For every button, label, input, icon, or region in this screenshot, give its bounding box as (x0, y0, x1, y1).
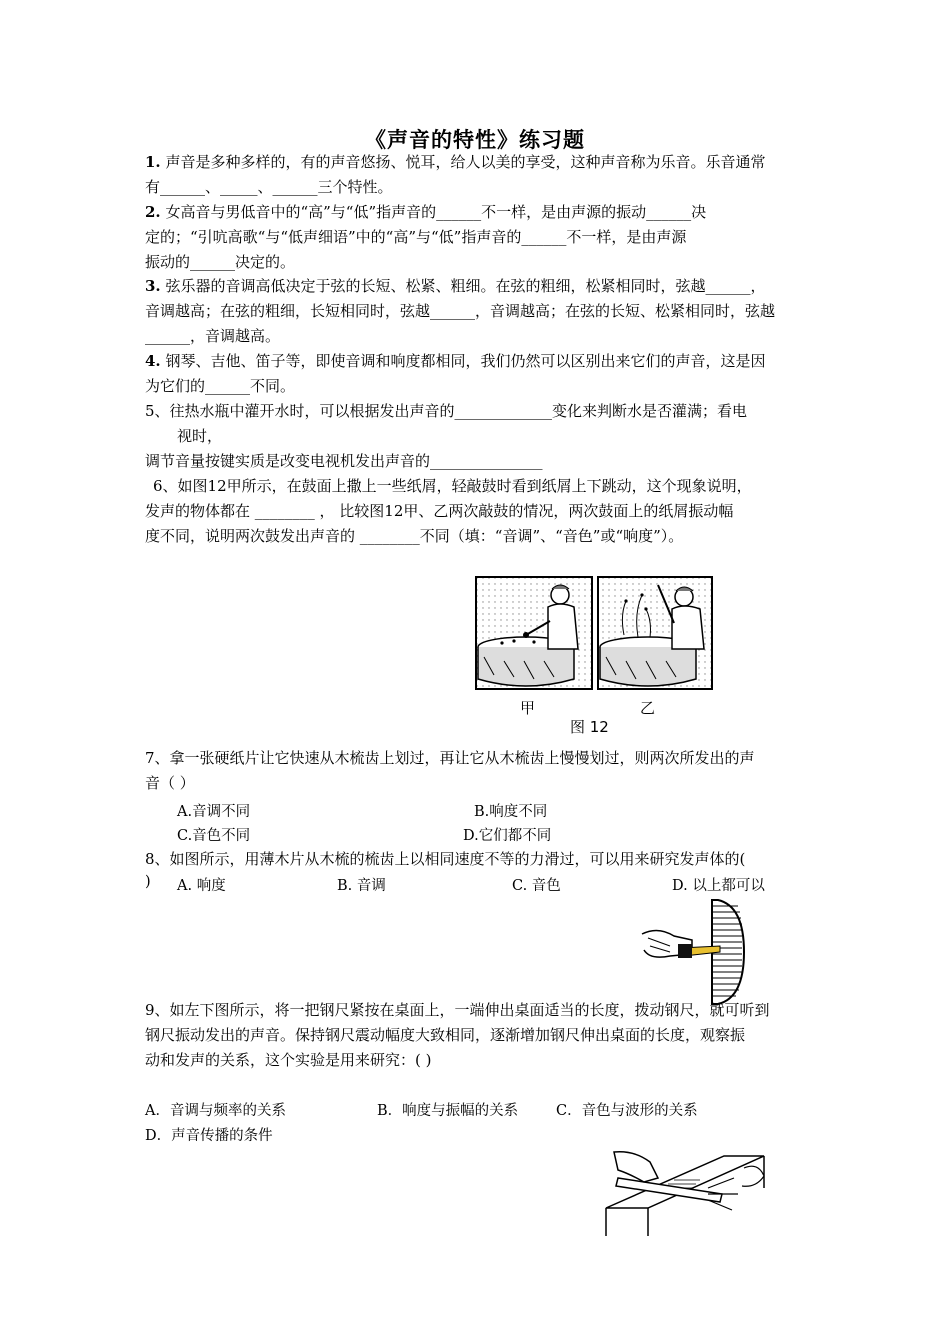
question-text: 6、如图12甲所示，在鼓面上撒上一些纸屑，轻敲鼓时看到纸屑上下跳动，这个现象说明， (153, 477, 752, 495)
figure-label-yi: 乙 (640, 699, 656, 717)
question-text: 5、往热水瓶中灌开水时，可以根据发出声音的_____________变化来判断水是否灌满；看电 (145, 402, 748, 420)
figure-12-drum-image (474, 575, 714, 693)
question-text: 7、拿一张硬纸片让它快速从木梳齿上划过，再让它从木梳齿上慢慢划过，则两次所发出的声 (145, 749, 755, 767)
question-text: 钢尺振动发出的声音。保持钢尺震动幅度大致相同，逐渐增加钢尺伸出桌面的长度，观察振 (145, 1026, 746, 1044)
question-text: 调节音量按键实质是改变电视机发出声音的_______________ (145, 452, 543, 470)
question-9 (145, 998, 810, 1073)
question-8-paren: ) (145, 874, 151, 890)
question-text: 动和发声的关系，这个实验是用来研究：( ) (145, 1051, 432, 1069)
question-5 (145, 399, 810, 474)
question-text: 度不同，说明两次鼓发出声音的 ________不同（填：“音调”、“音色”或“响度”）。 (145, 527, 684, 545)
option-d: D．声音传播的条件 (145, 1128, 273, 1144)
question-text: 声音是多种多样的，有的声音悠扬、悦耳，给人以美的享受，这种声音称为乐音。乐音通常 (160, 153, 766, 171)
option-c: C．音色与波形的关系 (556, 1103, 698, 1119)
steel-ruler-figure-image (604, 1148, 774, 1238)
question-number: 4. (145, 352, 161, 370)
question-6 (145, 474, 810, 549)
question-text: 女高音与男低音中的“高”与“低”指声音的______不一样，是由声源的振动______决 (160, 203, 707, 221)
question-text: 振动的______决定的。 (145, 253, 296, 271)
option-d: D.它们都不同 (463, 828, 552, 844)
question-3 (145, 274, 810, 349)
question-text: 8、如图所示，用薄木片从木梳的梳齿上以相同速度不等的力滑过，可以用来研究发声体的( (145, 850, 746, 868)
question-number: 1. (145, 153, 161, 171)
question-text: 音（ ） (145, 774, 195, 792)
question-1 (145, 150, 810, 200)
comb-figure-image (640, 896, 752, 1008)
question-2 (145, 200, 810, 275)
option-d: D. 以上都可以 (672, 878, 765, 894)
option-c: C. 音色 (512, 878, 561, 894)
question-text: 9、如左下图所示，将一把钢尺紧按在桌面上，一端伸出桌面适当的长度，拨动钢尺，就可听到 (145, 1001, 770, 1019)
question-text: ______，音调越高。 (145, 327, 281, 345)
option-b: B. 音调 (337, 878, 386, 894)
option-b: B.响度不同 (474, 804, 548, 820)
question-7 (145, 746, 810, 796)
page-title: 《声音的特性》练习题 (365, 127, 585, 152)
question-text: 音调越高；在弦的粗细，长短相同时，弦越______，音调越高；在弦的长短、松紧相同时，弦越 (145, 302, 776, 320)
question-number: 2. (145, 203, 161, 221)
option-c: C.音色不同 (177, 828, 251, 844)
question-number: 3. (145, 277, 161, 295)
question-4 (145, 349, 810, 399)
figure-caption: 图 12 (570, 718, 609, 736)
option-a: A．音调与频率的关系 (145, 1103, 286, 1119)
question-8 (145, 847, 810, 872)
option-a: A. 响度 (177, 878, 226, 894)
question-text: 为它们的______不同。 (145, 377, 296, 395)
question-text: 弦乐器的音调高低决定于弦的长短、松紧、粗细。在弦的粗细，松紧相同时，弦越______， (160, 277, 766, 295)
question-text: 发声的物体都在 ________ ， 比较图12甲、乙两次敲鼓的情况，两次鼓面上的纸屑振动幅 (145, 502, 734, 520)
question-text: 有______、_____、______三个特性。 (145, 178, 393, 196)
figure-label-jia: 甲 (520, 699, 536, 717)
option-b: B．响度与振幅的关系 (377, 1103, 519, 1119)
question-text: 钢琴、吉他、笛子等，即使音调和响度都相同，我们仍然可以区别出来它们的声音，这是因 (160, 352, 766, 370)
question-text: 视时， (177, 427, 223, 445)
question-text: 定的；“引吭高歌“与“低声细语”中的“高”与“低”指声音的______不一样，是由声源 (145, 228, 687, 246)
option-a: A.音调不同 (177, 804, 251, 820)
